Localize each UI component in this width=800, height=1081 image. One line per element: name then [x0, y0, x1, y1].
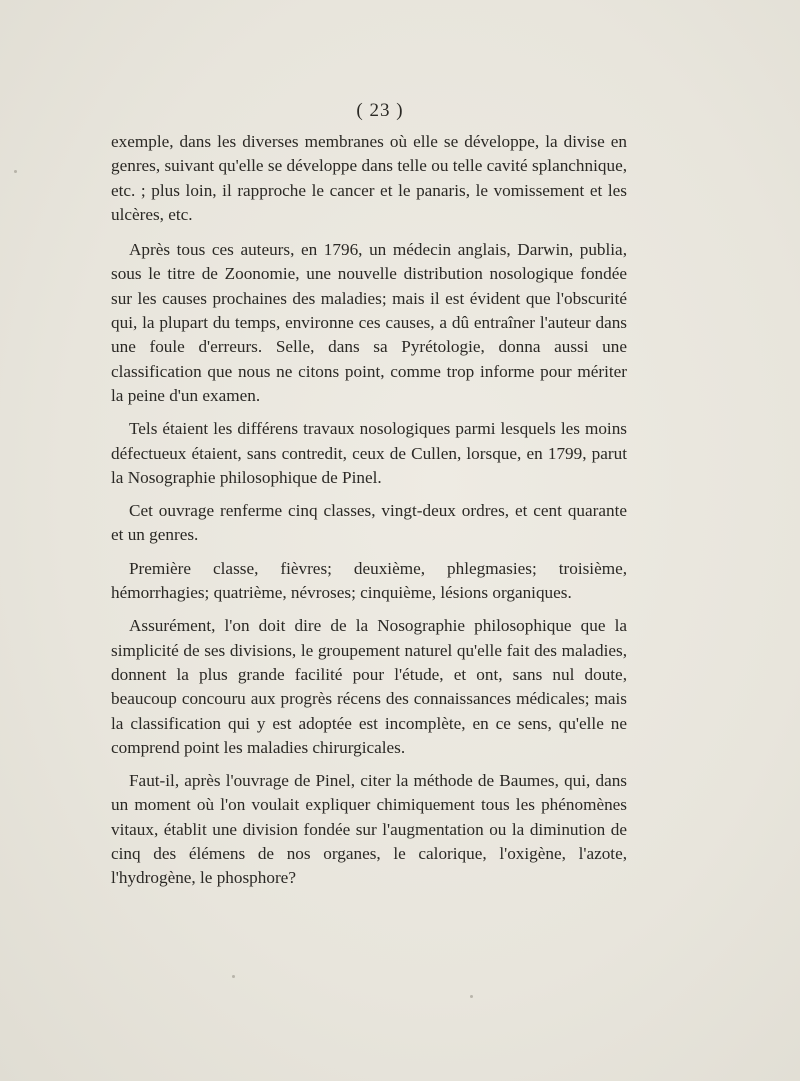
- paragraph-nosological-works: Tels étaient les différens travaux nosologiques parmi lesquels les moins défectueux étaient, sans contredit, ceux de Cullen, lorsque, en 1799, parut la Nosographie philosophique de Pinel.: [111, 419, 627, 487]
- paper-speck: [232, 975, 235, 978]
- paragraph-baumes: Faut-il, après l'ouvrage de Pinel, citer la méthode de Baumes, qui, dans un moment où l'on voulait expliquer chimiquement tous les phénomènes vitaux, établit une division fondée sur l'augmentation ou la diminution de cinq des élémens de nos organes, le calorique, l'oxigène, l'azote, l'hydrogène, le phosphore?: [111, 771, 627, 888]
- paragraph-classes-overview: Cet ouvrage renferme cinq classes, vingt-deux ordres, et cent quarante et un genres.: [111, 501, 627, 545]
- body-text: [111, 130, 627, 891]
- paragraph-continuation: exemple, dans les diverses membranes où elle se développe, la divise en genres, suivant qu'elle se développe dans telle ou telle cavité splanchnique, etc. ; plus loin, il rapproche le cancer et le panaris, le vomissement et les ulcères, etc.: [111, 132, 627, 224]
- paragraph-classes-list: Première classe, fièvres; deuxième, phlegmasies; troisième, hémorrhagies; quatrième, névroses; cinquième, lésions organiques.: [111, 558, 627, 603]
- paragraph-darwin: Après tous ces auteurs, en 1796, un médecin anglais, Darwin, publia, sous le titre de Zoonomie, une nouvelle distribution nosologique fondée sur les causes prochaines des maladies; mais il est évident que l'obscurité qui, la plupart du temps, environne ces causes, a dû entraîner l'auteur dans une foule d'erreurs. Selle, dans sa Pyrétologie, donna aussi une classification que nous ne citons point, comme trop informe pour mériter la peine d'un examen.: [111, 240, 627, 405]
- paper-speck: [14, 170, 17, 173]
- paper-speck: [470, 995, 473, 998]
- paragraph-assessment: Assurément, l'on doit dire de la Nosographie philosophique que la simplicité de ses divisions, le groupement naturel qu'elle fait des maladies, donnent la plus grande facilité pour l'étude, et ont, sans nul doute, beaucoup concouru aux progrès récens des connaissances médicales; mais la classification qui y est adoptée est incomplète, en ce sens, qu'elle ne comprend point les maladies chirurgicales.: [111, 616, 627, 757]
- page-number: ( 23 ): [356, 100, 404, 121]
